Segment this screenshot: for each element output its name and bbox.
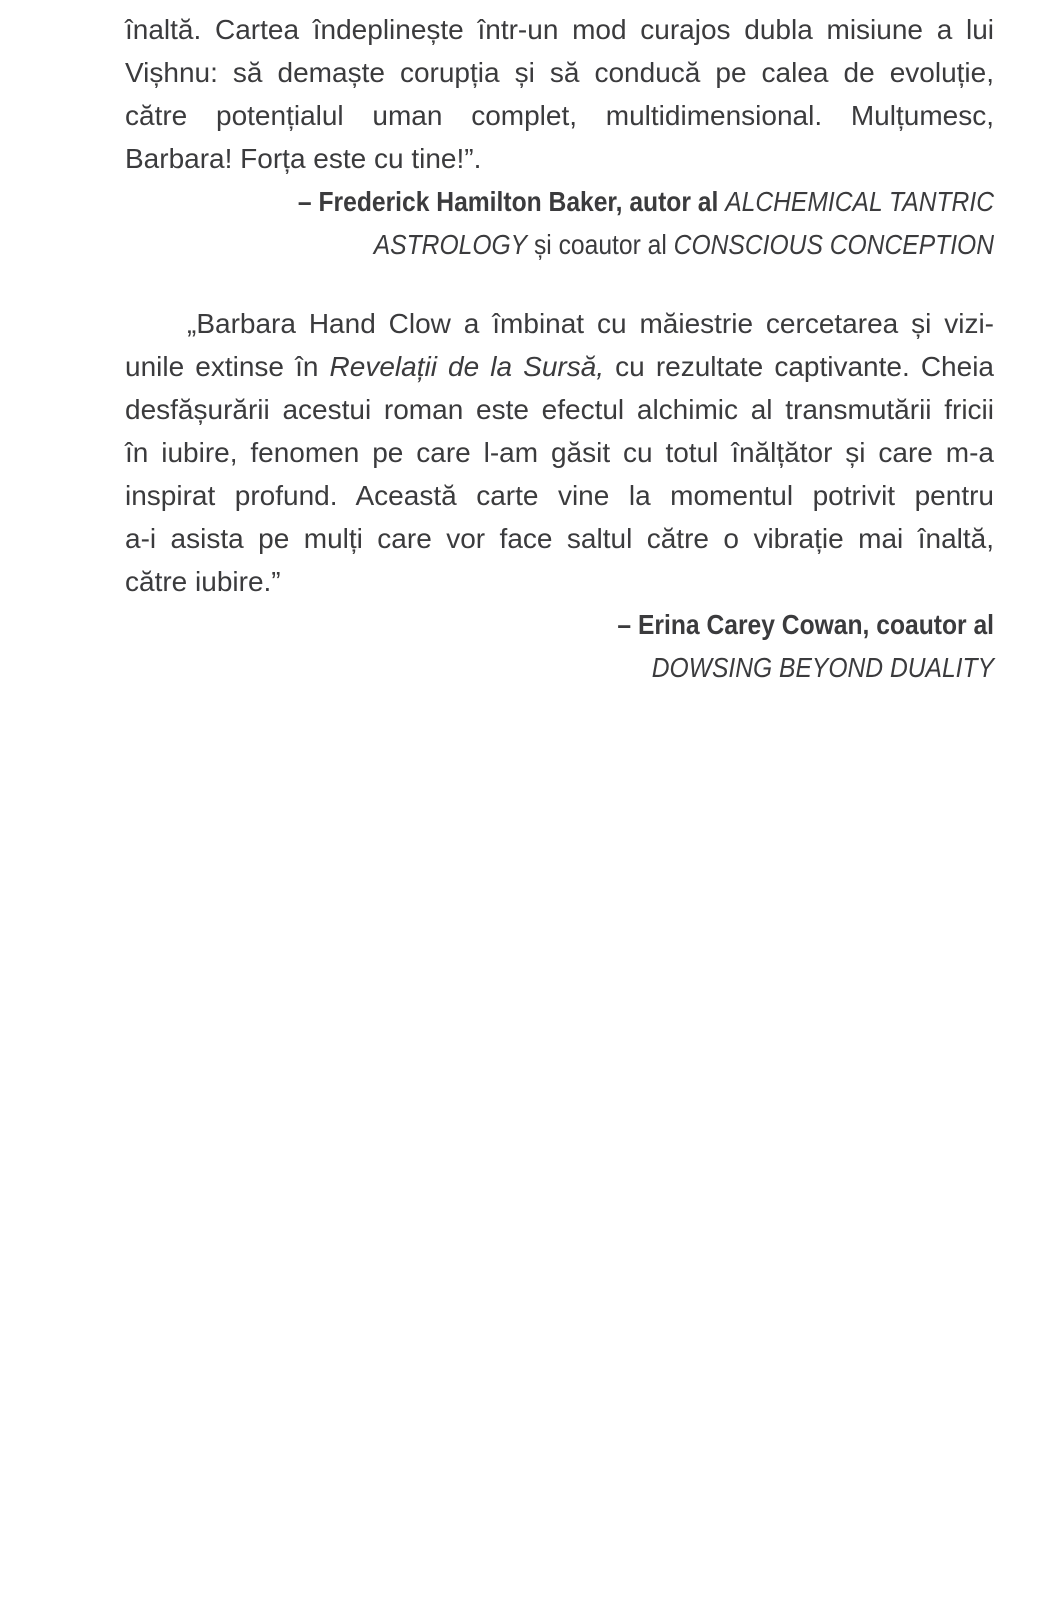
quote-line: către potențialul uman complet, multidimensional. Mulțumesc, — [125, 100, 994, 131]
quote-line: către iubire.” — [125, 566, 281, 597]
quote-line: „Barbara Hand Clow a îmbinat cu măiestrie cercetarea și vizi- — [187, 308, 994, 339]
book-title: DOWSING BEYOND DUALITY — [651, 652, 994, 683]
endorsement-quote-1 — [125, 8, 994, 266]
text-block — [0, 0, 1061, 689]
attribution-author: – Frederick Hamilton Baker, autor al — [297, 186, 726, 217]
quote-line: inspirat profund. Această carte vine la momentul potrivit pentru — [125, 480, 994, 511]
quote-line: a-i asista pe mulți care vor face saltul către o vibrație mai înaltă, — [125, 523, 994, 554]
attribution-author: – Erina Carey Cowan, coautor al — [617, 609, 994, 640]
quote-line: în iubire, fenomen pe care l-am găsit cu totul înălțător și care m-a — [125, 437, 994, 468]
quote-line: înaltă. Cartea îndeplinește într-un mod curajos dubla misiune a lui — [125, 14, 994, 45]
quote-text: unile extinse în — [125, 351, 330, 382]
attribution-2 — [125, 603, 994, 689]
quote-line: desfășurării acestui roman este efectul alchimic al transmutării fricii — [125, 394, 994, 425]
attribution-line — [229, 223, 994, 266]
endorsement-quote-2 — [125, 302, 994, 689]
quote-line — [125, 345, 994, 388]
attribution-line — [229, 603, 994, 646]
attribution-1 — [125, 180, 994, 266]
attribution-connector: și coautor al — [527, 229, 674, 260]
attribution-line — [229, 646, 994, 689]
quote-line: Vișhnu: să demaște corupția și să conducă pe calea de evoluție, — [125, 57, 994, 88]
attribution-line — [229, 180, 994, 223]
book-title: Revelații de la Sursă, — [329, 351, 605, 382]
book-title: ASTROLOGY — [373, 229, 528, 260]
quote-text: cu rezultate captivante. Cheia — [604, 351, 994, 382]
book-title: CONSCIOUS CONCEPTION — [673, 229, 994, 260]
quote-line: Barbara! Forța este cu tine!”. — [125, 143, 482, 174]
book-title: ALCHEMICAL TANTRIC — [725, 186, 994, 217]
